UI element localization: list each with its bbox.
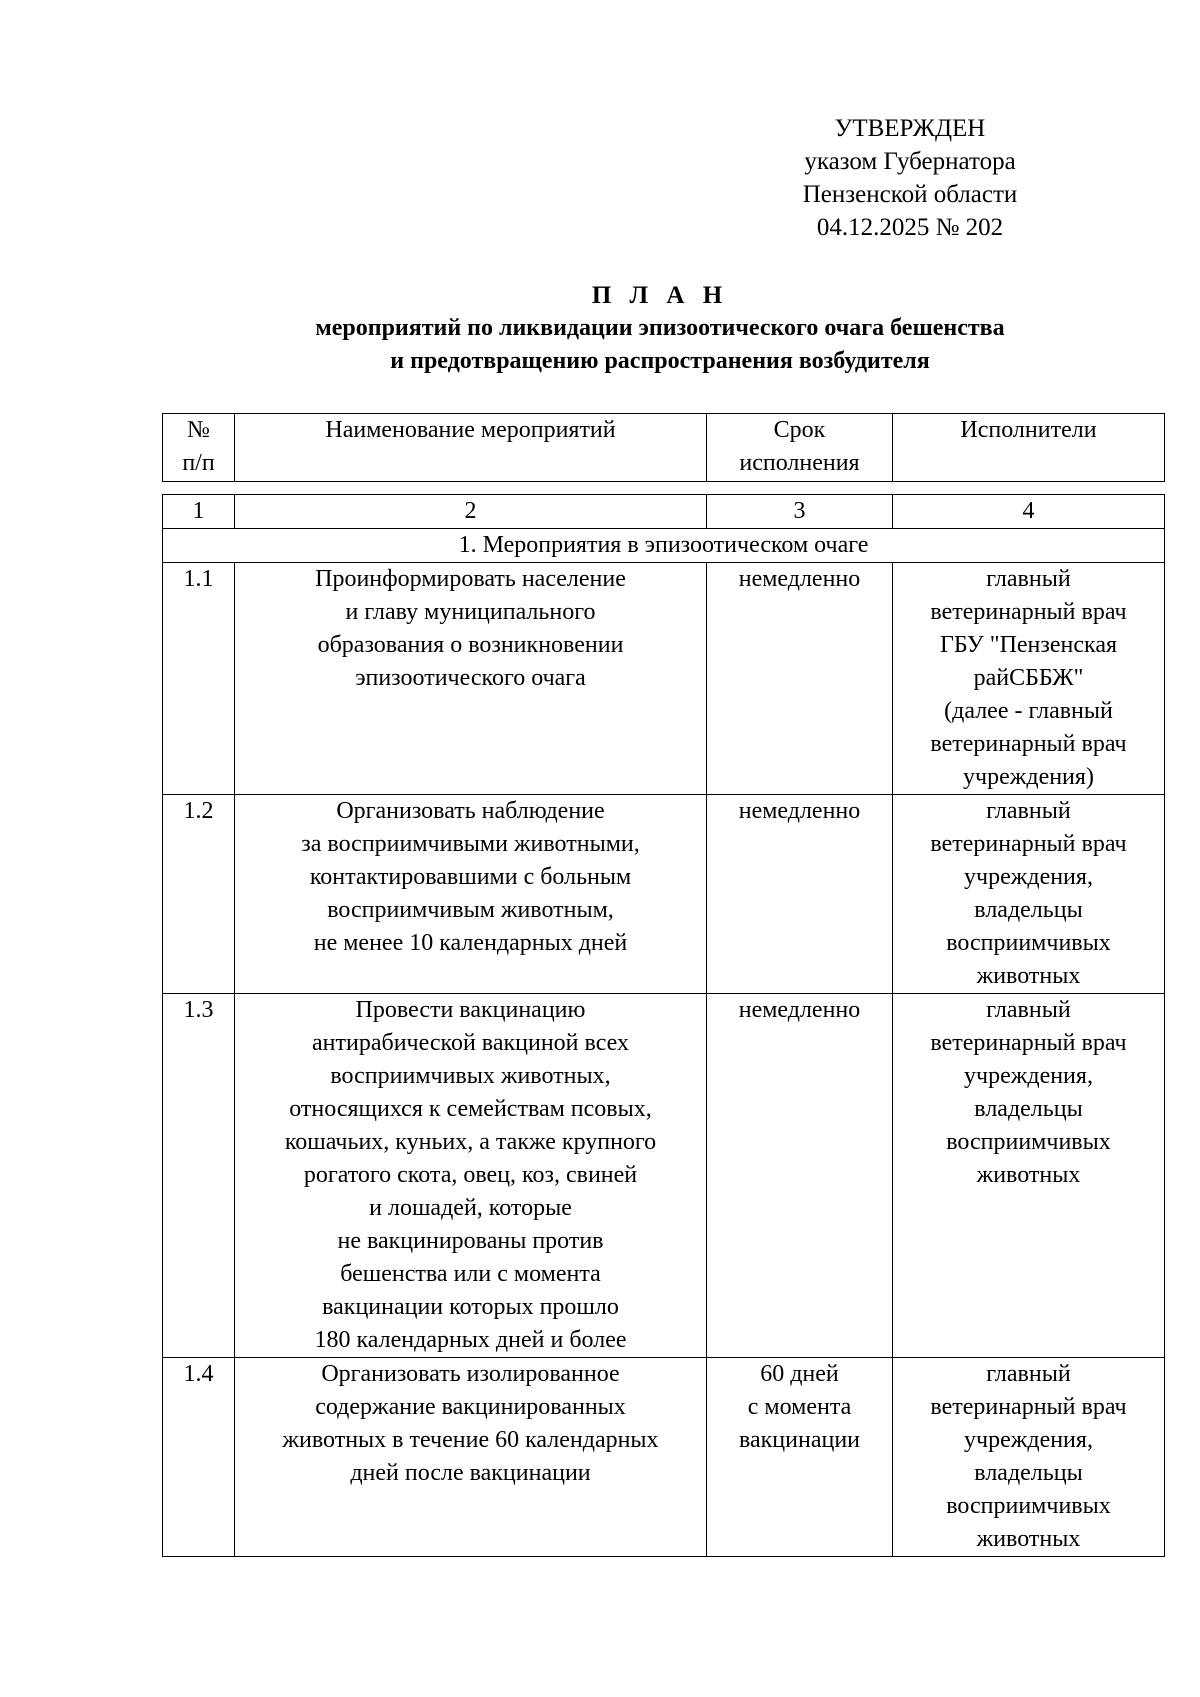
row-deadline: 60 дней с момента вакцинации: [707, 1358, 893, 1557]
row-name: Организовать изолированное содержание вакцинированных животных в течение 60 календарных дней после вакцинации: [235, 1358, 707, 1557]
row-name: Провести вакцинацию антирабической вакциной всех восприимчивых животных, относящихся к семействам псовых, кошачьих, куньих, а также крупного рогатого скота, овец, коз, свиней и лошадей, которые не вакцинированы против бешенства или с момента вакцинации которых прошло 180 календарных дней и более: [235, 994, 707, 1358]
header-num: № п/п: [163, 414, 235, 482]
header-deadline: Срок исполнения: [707, 414, 893, 482]
row-num: 1.1: [163, 563, 235, 795]
table-row: [163, 795, 1165, 994]
approval-line-2: указом Губернатора: [804, 148, 1016, 175]
row-executors: главный ветеринарный врач учреждения, владельцы восприимчивых животных: [893, 994, 1165, 1358]
table-row: [163, 563, 1165, 795]
table-row: [163, 1358, 1165, 1557]
header-executors: Исполнители: [893, 414, 1165, 482]
row-deadline: немедленно: [707, 563, 893, 795]
approval-line-1: УТВЕРЖДЕН: [834, 115, 986, 142]
row-executors: главный ветеринарный врач ГБУ "Пензенская райСББЖ" (далее - главный ветеринарный врач учреждения): [893, 563, 1165, 795]
row-deadline: немедленно: [707, 994, 893, 1358]
row-num: 1.3: [163, 994, 235, 1358]
row-num: 1.4: [163, 1358, 235, 1557]
col-number: 2: [235, 495, 707, 529]
col-number: 4: [893, 495, 1165, 529]
document-subtitle-1: мероприятий по ликвидации эпизоотического очага бешенства: [315, 315, 1005, 341]
row-name: Проинформировать население и главу муниципального образования о возникновении эпизоотического очага: [235, 563, 707, 795]
row-executors: главный ветеринарный врач учреждения, владельцы восприимчивых животных: [893, 795, 1165, 994]
document-heading: [160, 280, 1160, 378]
plan-table: [162, 494, 1165, 1557]
table-row: [163, 994, 1165, 1358]
approval-line-3: Пензенской области: [802, 181, 1018, 208]
row-executors: главный ветеринарный врач учреждения, владельцы восприимчивых животных: [893, 1358, 1165, 1557]
header-name: Наименование мероприятий: [235, 414, 707, 482]
row-num: 1.2: [163, 795, 235, 994]
section-row: [163, 529, 1165, 563]
column-number-row: [163, 495, 1165, 529]
approval-stamp: [760, 112, 1060, 244]
document-title: П Л А Н: [591, 282, 729, 309]
col-number: 1: [163, 495, 235, 529]
approval-line-4: 04.12.2025 № 202: [816, 214, 1004, 241]
col-number: 3: [707, 495, 893, 529]
section-title: 1. Мероприятия в эпизоотическом очаге: [163, 529, 1165, 563]
row-name: Организовать наблюдение за восприимчивыми животными, контактировавшими с больным восприимчивым животным, не менее 10 календарных дней: [235, 795, 707, 994]
row-deadline: немедленно: [707, 795, 893, 994]
document-subtitle-2: и предотвращению распространения возбудителя: [390, 348, 930, 374]
table-header: [162, 413, 1165, 482]
